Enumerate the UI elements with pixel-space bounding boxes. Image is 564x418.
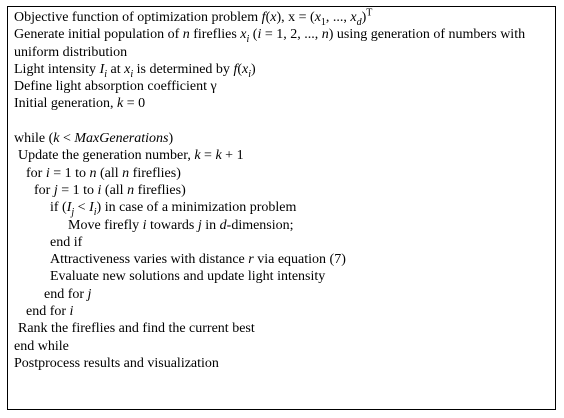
- algorithm-line: Update the generation number, k = k + 1: [18, 148, 244, 164]
- algorithm-box: [7, 6, 556, 410]
- algorithm-line: Rank the fireflies and find the current best: [18, 321, 255, 337]
- algorithm-line: Evaluate new solutions and update light intensity: [50, 269, 326, 285]
- algorithm-line: for j = 1 to i (all n fireflies): [34, 182, 186, 198]
- algorithm-line: Initial generation, k = 0: [14, 96, 146, 112]
- algorithm-line: Objective function of optimization problem f(x), $x = (x_1$, ..., $x_d)^T$: [14, 7, 373, 28]
- algorithm-line: end for j: [44, 286, 92, 302]
- algorithm-line: end while: [14, 338, 69, 354]
- algorithm-line: Attractiveness varies with distance r via equation (7): [50, 252, 346, 268]
- algorithm-line: Move firefly i towards j in d-dimension;: [68, 217, 294, 233]
- algorithm-line: Light intensity $I_i$ at $x_i$ is determined by $f(x_i)$: [14, 61, 256, 80]
- algorithm-line: if $(I_j < I_i)$ in case of a minimization problem: [50, 200, 297, 219]
- algorithm-line: end for i: [26, 304, 74, 320]
- algorithm-line: Postprocess results and visualization: [14, 355, 219, 371]
- algorithm-line: while (k < MaxGenerations): [14, 131, 174, 147]
- algorithm-line: for i = 1 to n (all n fireflies): [26, 165, 181, 181]
- algorithm-line: Define light absorption coefficient γ: [14, 79, 217, 95]
- blank-line: [14, 113, 555, 130]
- algorithm-line: end if: [50, 234, 83, 250]
- algorithm-line: Generate initial population of n fireflies $x_i$ (i = 1, 2, ..., n) using generation of numbers with uniform distribution: [14, 27, 526, 60]
